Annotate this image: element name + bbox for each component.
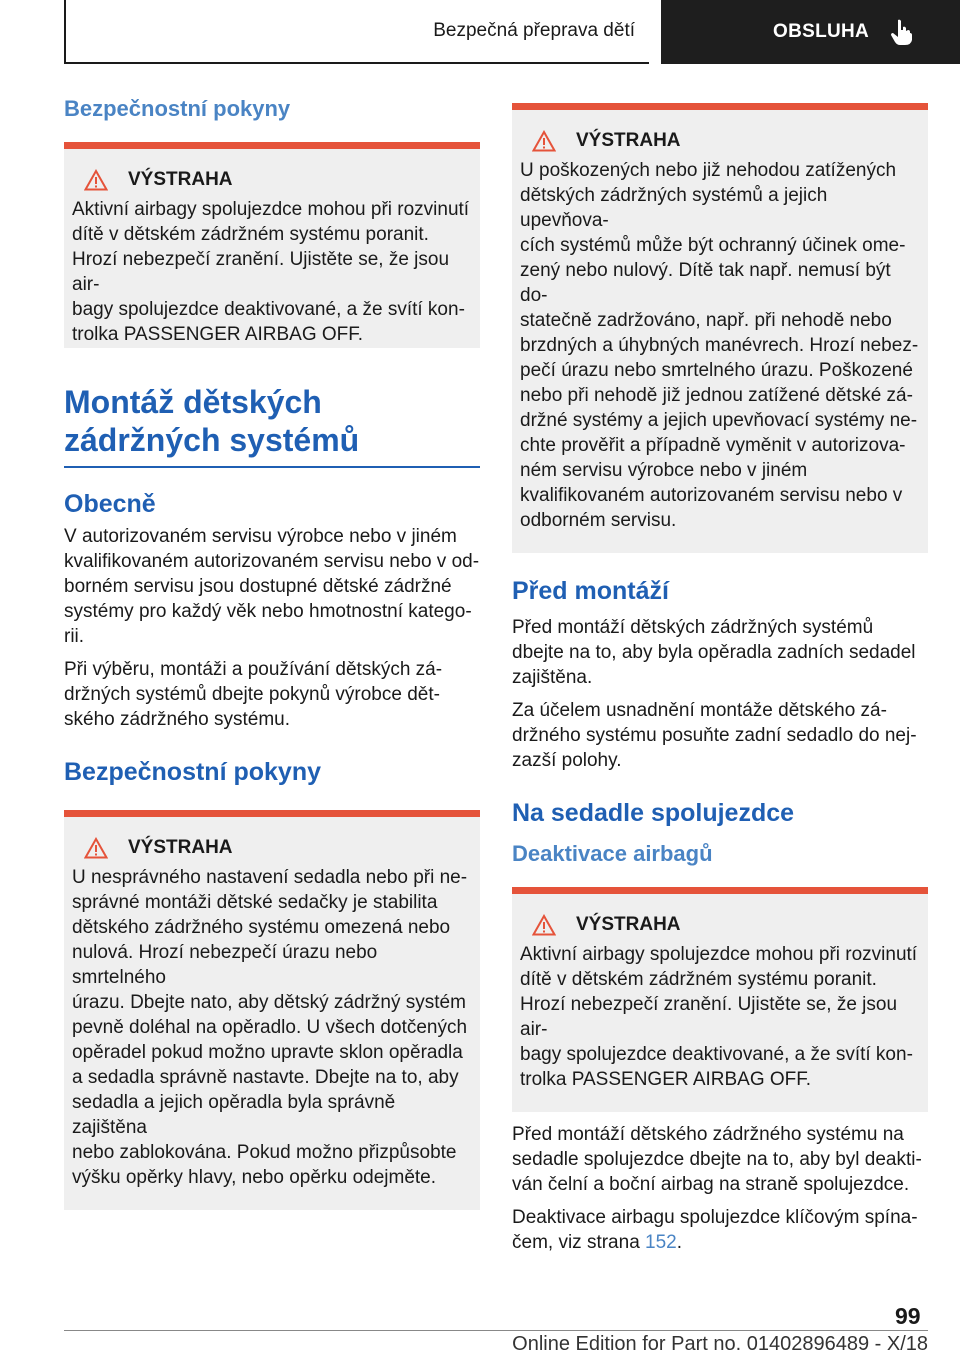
warning-box-3 xyxy=(512,103,928,553)
text-line: systémy pro každý věk nebo hmotnostní katego- xyxy=(64,600,472,622)
warning-line: dětského zádržného systému omezená nebo xyxy=(72,916,451,938)
section-title: OBSLUHA xyxy=(773,21,870,42)
warning-line: Aktivní airbagy spolujezdce mohou při rozvinutí xyxy=(520,944,918,965)
text-line: ván čelní a boční airbag na straně spolujezdce. xyxy=(512,1174,910,1195)
warning-line: správné montáži dětské sedačky je stabilita xyxy=(72,891,438,913)
warning-header xyxy=(520,130,920,152)
warning-line: cích systémů může být ochranný účinek ome- xyxy=(520,235,906,256)
warning-line: bagy spolujezdce deaktivované, a že svítí kon- xyxy=(72,299,465,320)
warning-line: pevně doléhal na opěradlo. U všech dotčených xyxy=(72,1016,468,1038)
footer-divider xyxy=(64,1330,928,1331)
deactivation-paragraph-1 xyxy=(512,1122,928,1197)
deactivation-paragraph-2 xyxy=(512,1205,928,1255)
text-fragment: . xyxy=(676,1232,683,1253)
warning-line: chte prověřit a případně vyměnit v autorizova- xyxy=(520,435,906,456)
warning-label: VÝSTRAHA xyxy=(128,836,233,858)
general-paragraph-2 xyxy=(64,657,480,732)
warning-line: brzdných a úhybných manévrech. Hrozí nebez- xyxy=(520,335,919,356)
text-line: držných systémů dbejte pokynů výrobce dět- xyxy=(64,683,440,705)
warning-line: bagy spolujezdce deaktivované, a že svítí kon- xyxy=(520,1044,913,1065)
text-line xyxy=(512,1230,928,1255)
safety-heading-1: Bezpečnostní pokyny xyxy=(64,96,291,121)
text-line: V autorizovaném servisu výrobce nebo v jiném xyxy=(64,525,457,547)
text-line: zajištěna. xyxy=(512,667,593,688)
footer-edition: Online Edition for Part no. 01402896489 - X/18 xyxy=(512,1333,928,1355)
warning-line: trolka PASSENGER AIRBAG OFF. xyxy=(72,324,364,345)
left-column xyxy=(64,96,480,1210)
text-line: Deaktivace airbagu spolujezdce klíčovým spína- xyxy=(512,1207,918,1228)
chapter-title-line: Montáž dětských xyxy=(64,384,322,420)
text-line: ského zádržného systému. xyxy=(64,708,291,730)
section-tab xyxy=(661,0,960,64)
warning-line: dítě v dětském zádržném systému poranit. xyxy=(72,224,429,245)
warning-header xyxy=(520,914,920,936)
warning-header xyxy=(72,169,472,191)
page-reference-link[interactable]: 152 xyxy=(645,1232,677,1253)
warning-text xyxy=(72,197,472,347)
text-line: rii. xyxy=(64,625,85,647)
warning-box-1 xyxy=(64,142,480,348)
warning-triangle-icon xyxy=(84,169,108,191)
warning-line: nulová. Hrozí nebezpečí úrazu nebo smrtelného xyxy=(72,941,378,988)
warning-line: statečně zadržováno, např. při nehodě nebo xyxy=(520,310,892,331)
breadcrumb xyxy=(64,0,649,64)
text-line: dbejte na to, aby byla opěradla zadních sedadel xyxy=(512,642,916,663)
warning-line: kvalifikovaném autorizovaném servisu nebo v xyxy=(520,485,903,506)
warning-triangle-icon xyxy=(84,837,108,859)
warning-line: a sedadla správně nastavte. Dbejte na to, aby xyxy=(72,1066,459,1088)
warning-line: opěradel pokud možno upravte sklon opěradla xyxy=(72,1041,463,1063)
warning-line: ném servisu výrobce nebo v jiném xyxy=(520,460,808,481)
warning-line: úrazu. Dbejte nato, aby dětský zádržný systém xyxy=(72,991,466,1013)
before-paragraph-2 xyxy=(512,698,928,773)
text-line: Před montáží dětských zádržných systémů xyxy=(512,617,874,638)
warning-box-2 xyxy=(64,810,480,1210)
page-number: 99 xyxy=(895,1303,921,1329)
warning-line: Hrozí nebezpečí zranění. Ujistěte se, že jsou air- xyxy=(520,994,898,1040)
before-heading: Před montáží xyxy=(512,577,669,605)
safety-heading-2: Bezpečnostní pokyny xyxy=(64,757,321,786)
text-line: Při výběru, montáži a používání dětských zá- xyxy=(64,658,443,680)
warning-triangle-icon xyxy=(532,914,556,936)
warning-text xyxy=(520,942,920,1092)
chapter-title-line: zádržných systémů xyxy=(64,421,360,458)
warning-box-4 xyxy=(512,887,928,1112)
chapter-title xyxy=(64,384,480,468)
warning-line: sedadla a jejich opěradla byla správně zajištěna xyxy=(72,1091,396,1138)
warning-line: trolka PASSENGER AIRBAG OFF. xyxy=(520,1069,812,1090)
text-line: kvalifikovaném autorizovaném servisu nebo v od- xyxy=(64,550,480,572)
text-line: Za účelem usnadnění montáže dětského zá- xyxy=(512,700,887,721)
text-line: držného systému posuňte zadní sedadlo do nej- xyxy=(512,725,917,746)
warning-label: VÝSTRAHA xyxy=(128,169,233,190)
deactivation-heading: Deaktivace airbagů xyxy=(512,841,713,866)
general-heading: Obecně xyxy=(64,489,156,518)
text-line: sedadle spolujezdce dbejte na to, aby byl deakti- xyxy=(512,1149,922,1170)
text-line: zazší polohy. xyxy=(512,750,622,771)
breadcrumb-text: Bezpečná přeprava dětí xyxy=(433,20,635,41)
right-column xyxy=(512,103,928,1255)
warning-line: pečí úrazu nebo smrtelného úrazu. Poškozené xyxy=(520,360,913,381)
warning-line: dítě v dětském zádržném systému poranit. xyxy=(520,969,877,990)
text-line: Před montáží dětského zádržného systému na xyxy=(512,1124,904,1145)
warning-line: výšku opěrky hlavy, nebo opěrku odejměte. xyxy=(72,1166,437,1188)
warning-line: zený nebo nulový. Dítě tak např. nemusí být do- xyxy=(520,260,891,306)
before-paragraph-1 xyxy=(512,615,928,690)
warning-line: nebo při nehodě již jednou zatížené dětské zá- xyxy=(520,385,913,406)
warning-text xyxy=(72,865,472,1190)
warning-line: U nesprávného nastavení sedadla nebo při ne- xyxy=(72,866,468,888)
warning-line: odborném servisu. xyxy=(520,510,677,531)
warning-line: držné systémy a jejich upevňovací systémy ne- xyxy=(520,410,918,431)
warning-label: VÝSTRAHA xyxy=(576,914,681,935)
warning-header xyxy=(72,837,472,859)
warning-triangle-icon xyxy=(532,130,556,152)
text-line: borném servisu jsou dostupné dětské zádržné xyxy=(64,575,452,597)
warning-line: dětských zádržných systémů a jejich upevňova- xyxy=(520,185,828,231)
warning-text xyxy=(520,158,920,533)
warning-line: Hrozí nebezpečí zranění. Ujistěte se, že jsou air- xyxy=(72,249,450,295)
passenger-heading: Na sedadle spolujezdce xyxy=(512,799,795,827)
general-paragraph-1 xyxy=(64,524,480,649)
warning-line: U poškozených nebo již nehodou zatížených xyxy=(520,160,897,181)
hand-pointer-icon xyxy=(889,18,915,46)
warning-label: VÝSTRAHA xyxy=(576,130,681,151)
warning-line: Aktivní airbagy spolujezdce mohou při rozvinutí xyxy=(72,199,470,220)
text-fragment: čem, viz strana xyxy=(512,1232,646,1253)
warning-line: nebo zablokována. Pokud možno přizpůsobte xyxy=(72,1141,457,1163)
